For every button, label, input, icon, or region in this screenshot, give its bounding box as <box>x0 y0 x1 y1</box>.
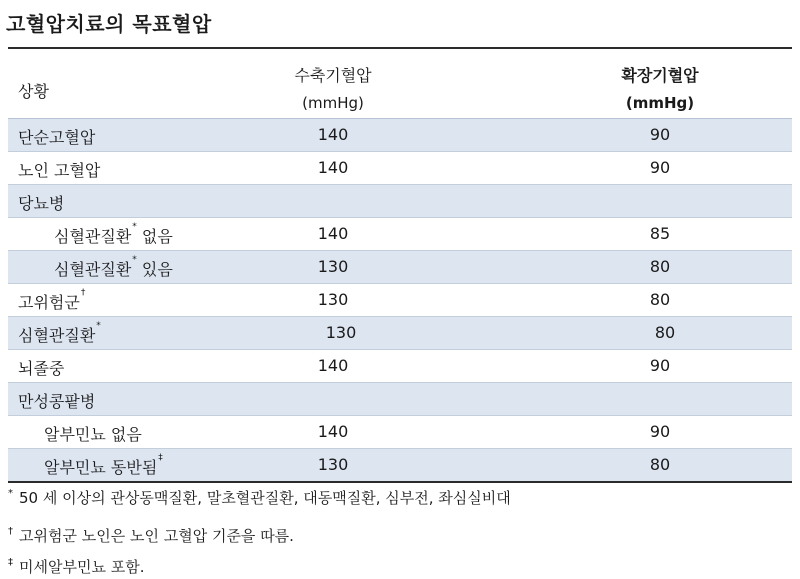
row-systolic: 140 <box>317 422 349 441</box>
row-diastolic: 80 <box>649 455 671 474</box>
row-label: 심혈관질환* <box>18 321 101 345</box>
footnote: † 고위험군 노인은 노인 고혈압 기준을 따름. <box>8 526 294 545</box>
row-diastolic: 90 <box>649 422 671 441</box>
row-diastolic: 90 <box>649 158 671 177</box>
table-row <box>8 218 792 251</box>
row-label: 당뇨병 <box>18 194 65 213</box>
row-diastolic: 80 <box>649 257 671 276</box>
header-systolic-unit: (mmHg) <box>302 94 364 112</box>
footnote-mark: * <box>132 222 137 232</box>
table-row <box>8 185 792 218</box>
row-systolic: 140 <box>317 224 349 243</box>
footnote-mark: * <box>132 255 137 265</box>
row-diastolic: 85 <box>649 224 671 243</box>
header-situation: 상황 <box>18 82 49 101</box>
row-diastolic: 90 <box>649 125 671 144</box>
row-label: 심혈관질환* 없음 <box>54 222 173 246</box>
row-label: 알부민뇨 동반됨‡ <box>44 453 163 477</box>
table-row <box>8 383 792 416</box>
header-diastolic-unit: (mmHg) <box>625 94 695 112</box>
footnote: * 50 세 이상의 관상동맥질환, 말초혈관질환, 대동맥질환, 심부전, 좌심실비대 <box>8 488 511 507</box>
table-row <box>8 284 792 317</box>
row-systolic: 130 <box>317 290 349 309</box>
table-row <box>8 317 792 350</box>
page-title: 고혈압치료의 목표혈압 <box>6 12 212 36</box>
footnote-mark: ‡ <box>158 453 163 463</box>
row-diastolic: 90 <box>649 356 671 375</box>
table-row <box>8 119 792 152</box>
row-systolic: 130 <box>325 323 357 342</box>
table-row <box>8 251 792 284</box>
row-diastolic: 80 <box>649 290 671 309</box>
row-label: 심혈관질환* 있음 <box>54 255 173 279</box>
row-systolic: 140 <box>317 125 349 144</box>
table-row <box>8 449 792 483</box>
table-header <box>8 49 792 119</box>
row-diastolic: 80 <box>654 323 676 342</box>
header-diastolic: 확장기혈압 <box>621 66 699 85</box>
footnote: ‡ 미세알부민뇨 포함. <box>8 557 145 576</box>
row-systolic: 130 <box>317 455 349 474</box>
row-label: 고위험군† <box>18 288 86 312</box>
table-row <box>8 416 792 449</box>
row-label: 만성콩팥병 <box>18 392 96 411</box>
header-systolic: 수축기혈압 <box>294 66 372 85</box>
row-label: 노인 고혈압 <box>18 161 101 180</box>
row-systolic: 130 <box>317 257 349 276</box>
footnote-mark: † <box>80 288 86 298</box>
table-row <box>8 350 792 383</box>
target-bp-table <box>8 47 792 483</box>
row-systolic: 140 <box>317 158 349 177</box>
table-row <box>8 152 792 185</box>
row-label: 단순고혈압 <box>18 128 96 147</box>
row-label: 뇌졸중 <box>18 359 65 378</box>
row-systolic: 140 <box>317 356 349 375</box>
row-label: 알부민뇨 없음 <box>44 425 142 444</box>
footnote-mark: * <box>96 321 101 331</box>
